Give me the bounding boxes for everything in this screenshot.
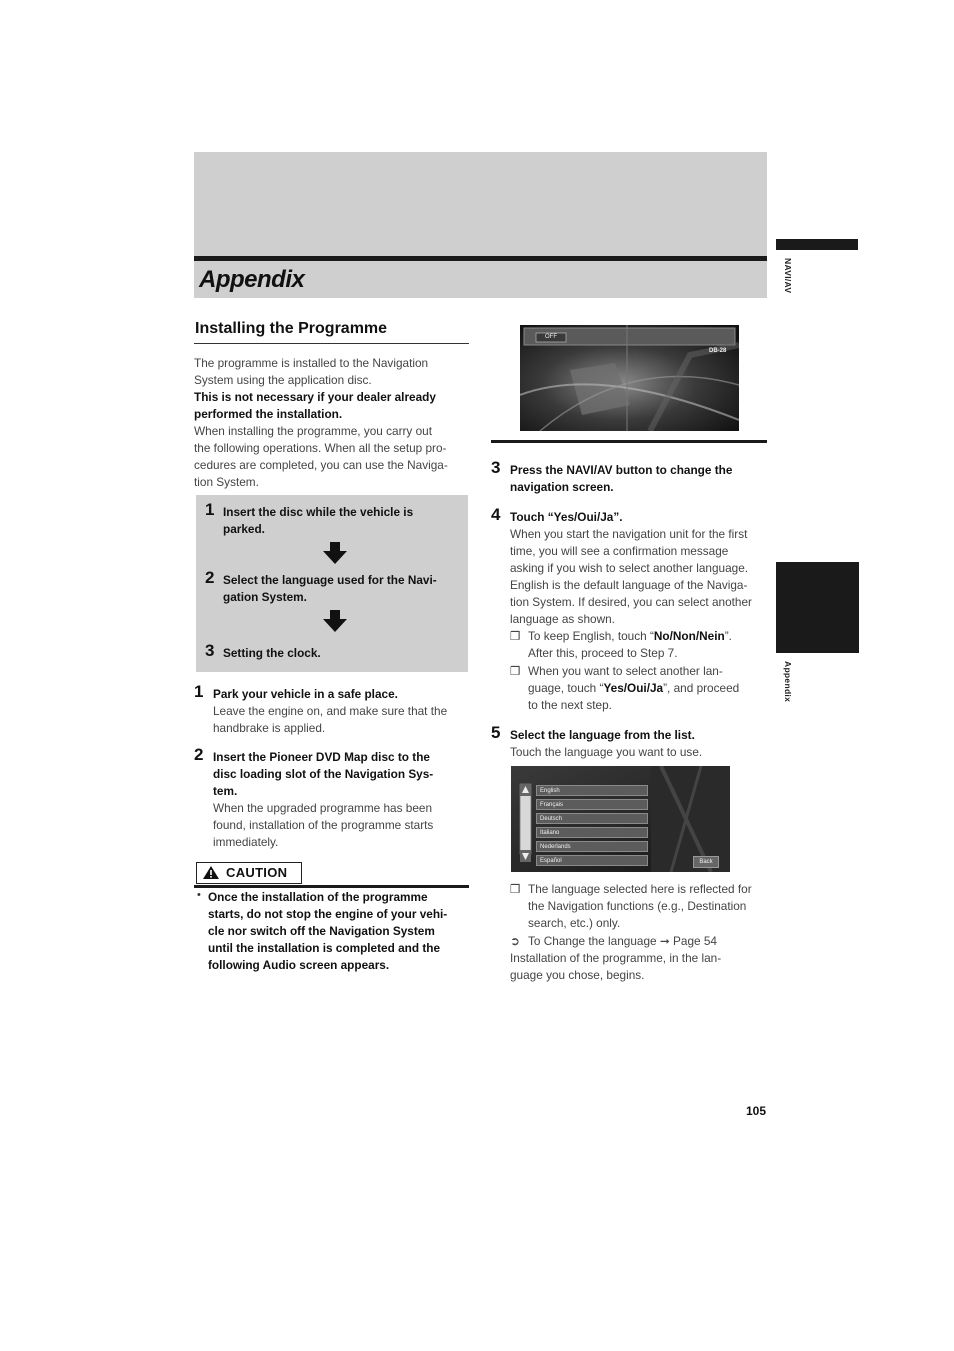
checkbox-icon: ❒ <box>510 664 521 678</box>
language-option-espanol[interactable]: Español <box>536 855 648 866</box>
final-paragraph <box>510 950 767 984</box>
caution-label: CAUTION <box>226 865 288 880</box>
reference-page-link[interactable]: Page 54 <box>673 934 717 948</box>
section-title: Installing the Programme <box>195 320 388 337</box>
language-option-italiano[interactable]: Italiano <box>536 827 648 838</box>
audio-screen-graphic <box>520 325 739 431</box>
caution-line: until the installation is completed and the <box>208 941 441 955</box>
step-body-line: language as shown. <box>510 612 615 626</box>
audio-screen-image <box>520 325 739 431</box>
flow-step-line: Insert the disc while the vehicle is <box>223 505 414 519</box>
step-heading: Insert the Pioneer DVD Map disc to the <box>213 750 430 764</box>
flow-step-number: 2 <box>205 568 215 587</box>
step-body-line: English is the default language of the Naviga- <box>510 578 748 592</box>
arrow-right-icon: ➞ <box>659 934 670 948</box>
reference-text: To Change the language <box>528 934 657 948</box>
step-body-line: When you start the navigation unit for the first <box>510 527 748 541</box>
final-line: guage you chose, begins. <box>510 968 645 982</box>
intro-line: the following operations. When all the setup pro- <box>194 441 447 455</box>
step-body-line: asking if you wish to select another language. <box>510 561 749 575</box>
step-2 <box>213 749 469 851</box>
side-tab-appendix-label: Appendix <box>783 661 793 703</box>
db-label: DB-28 <box>709 348 727 354</box>
image-rule <box>491 440 767 443</box>
step-number: 1 <box>194 682 204 701</box>
step-body-line: time, you will see a confirmation message <box>510 544 729 558</box>
sub-note-text: guage, touch “ <box>528 681 604 695</box>
intro-line: cedures are completed, you can use the Naviga- <box>194 458 448 472</box>
sub-note-1 <box>528 628 768 662</box>
intro-bold-line: This is not necessary if your dealer already <box>194 390 436 404</box>
step-body-line: found, installation of the programme starts <box>213 818 434 832</box>
sub-note-text: ”. <box>724 629 732 643</box>
step-body-line: When the upgraded programme has been <box>213 801 433 815</box>
step-number: 3 <box>491 458 501 477</box>
step-body-line: immediately. <box>213 835 279 849</box>
page-title: Appendix <box>199 266 305 293</box>
sub-note-line: When you want to select another lan- <box>528 664 723 678</box>
sub-note-line: to the next step. <box>528 698 612 712</box>
section-rule <box>194 343 469 344</box>
off-label: OFF <box>545 334 557 340</box>
sub-note-line <box>528 628 768 645</box>
back-button[interactable]: Back <box>693 856 719 868</box>
caution-line: following Audio screen appears. <box>208 958 390 972</box>
sub-note-line: After this, proceed to Step 7. <box>528 646 678 660</box>
caution-line: starts, do not stop the engine of your vehi- <box>208 907 448 921</box>
caution-text <box>208 889 470 974</box>
reference-icon: ➲ <box>510 934 520 948</box>
step-heading: disc loading slot of the Navigation Sys- <box>213 767 434 781</box>
note-line: The language selected here is reflected for <box>528 882 752 896</box>
language-option-nederlands[interactable]: Nederlands <box>536 841 648 852</box>
checkbox-icon: ❒ <box>510 882 521 896</box>
step-5 <box>510 727 767 761</box>
sub-note-line <box>528 680 768 697</box>
checkbox-icon: ❒ <box>510 629 521 643</box>
step-body-line: Touch the language you want to use. <box>510 745 703 759</box>
flow-step-line: gation System. <box>223 590 307 604</box>
side-tab-navi-label: NAVI/AV <box>783 258 793 294</box>
intro-line: tion System. <box>194 475 259 489</box>
step-heading: tem. <box>213 784 238 798</box>
language-select-screen-image <box>511 766 730 872</box>
caution-rule <box>194 885 469 888</box>
step-number: 5 <box>491 723 501 742</box>
sub-note-bold: No/Non/Nein <box>653 629 725 643</box>
sub-note-bold: Yes/Oui/Ja <box>603 681 664 695</box>
step-4 <box>510 509 767 628</box>
language-note <box>528 881 768 932</box>
step-body-line: handbrake is applied. <box>213 721 326 735</box>
page-number: 105 <box>746 1104 767 1118</box>
step-heading: navigation screen. <box>510 480 614 494</box>
intro-bold-line: performed the installation. <box>194 407 343 421</box>
caution-bullet: • <box>197 889 201 901</box>
step-1 <box>213 686 469 737</box>
step-3 <box>510 462 767 496</box>
step-body-line: tion System. If desired, you can select another <box>510 595 752 609</box>
step-heading: Park your vehicle in a safe place. <box>213 687 398 701</box>
note-line: search, etc.) only. <box>528 916 621 930</box>
intro-line: When installing the programme, you carry out <box>194 424 433 438</box>
flow-step-text <box>223 572 463 606</box>
flow-step-text: Setting the clock. <box>223 646 321 660</box>
final-line: Installation of the programme, in the lan- <box>510 951 722 965</box>
step-heading: Select the language from the list. <box>510 728 695 742</box>
intro-paragraph <box>194 355 469 491</box>
intro-line: System using the application disc. <box>194 373 372 387</box>
down-arrow-icon <box>323 610 347 632</box>
flow-step-text <box>223 504 463 538</box>
sub-note-2 <box>528 663 768 714</box>
language-option-deutsch[interactable]: Deutsch <box>536 813 648 824</box>
flow-step-number: 3 <box>205 641 215 660</box>
flow-step-line: Select the language used for the Navi- <box>223 573 437 587</box>
step-body-line: Leave the engine on, and make sure that the <box>213 704 448 718</box>
down-arrow-icon <box>323 542 347 564</box>
flow-step-number: 1 <box>205 500 215 519</box>
step-number: 2 <box>194 745 204 764</box>
header-rule <box>194 256 767 261</box>
note-line: the Navigation functions (e.g., Destination <box>528 899 747 913</box>
side-tab-block <box>776 562 859 653</box>
intro-line: The programme is installed to the Navigation <box>194 356 429 370</box>
step-heading: Touch “Yes/Oui/Ja”. <box>510 510 623 524</box>
side-tab-bar <box>776 239 858 250</box>
sub-note-text: ”, and proceed <box>663 681 740 695</box>
language-option-english[interactable]: English <box>536 785 648 796</box>
warning-triangle-icon <box>203 866 219 879</box>
language-option-francais[interactable]: Français <box>536 799 648 810</box>
caution-line: Once the installation of the programme <box>208 890 428 904</box>
flow-step-line: parked. <box>223 522 265 536</box>
step-heading: Press the NAVI/AV button to change the <box>510 463 733 477</box>
step-number: 4 <box>491 505 501 524</box>
caution-line: cle nor switch off the Navigation System <box>208 924 435 938</box>
page-reference[interactable] <box>528 933 768 950</box>
sub-note-text: To keep English, touch “ <box>528 629 654 643</box>
